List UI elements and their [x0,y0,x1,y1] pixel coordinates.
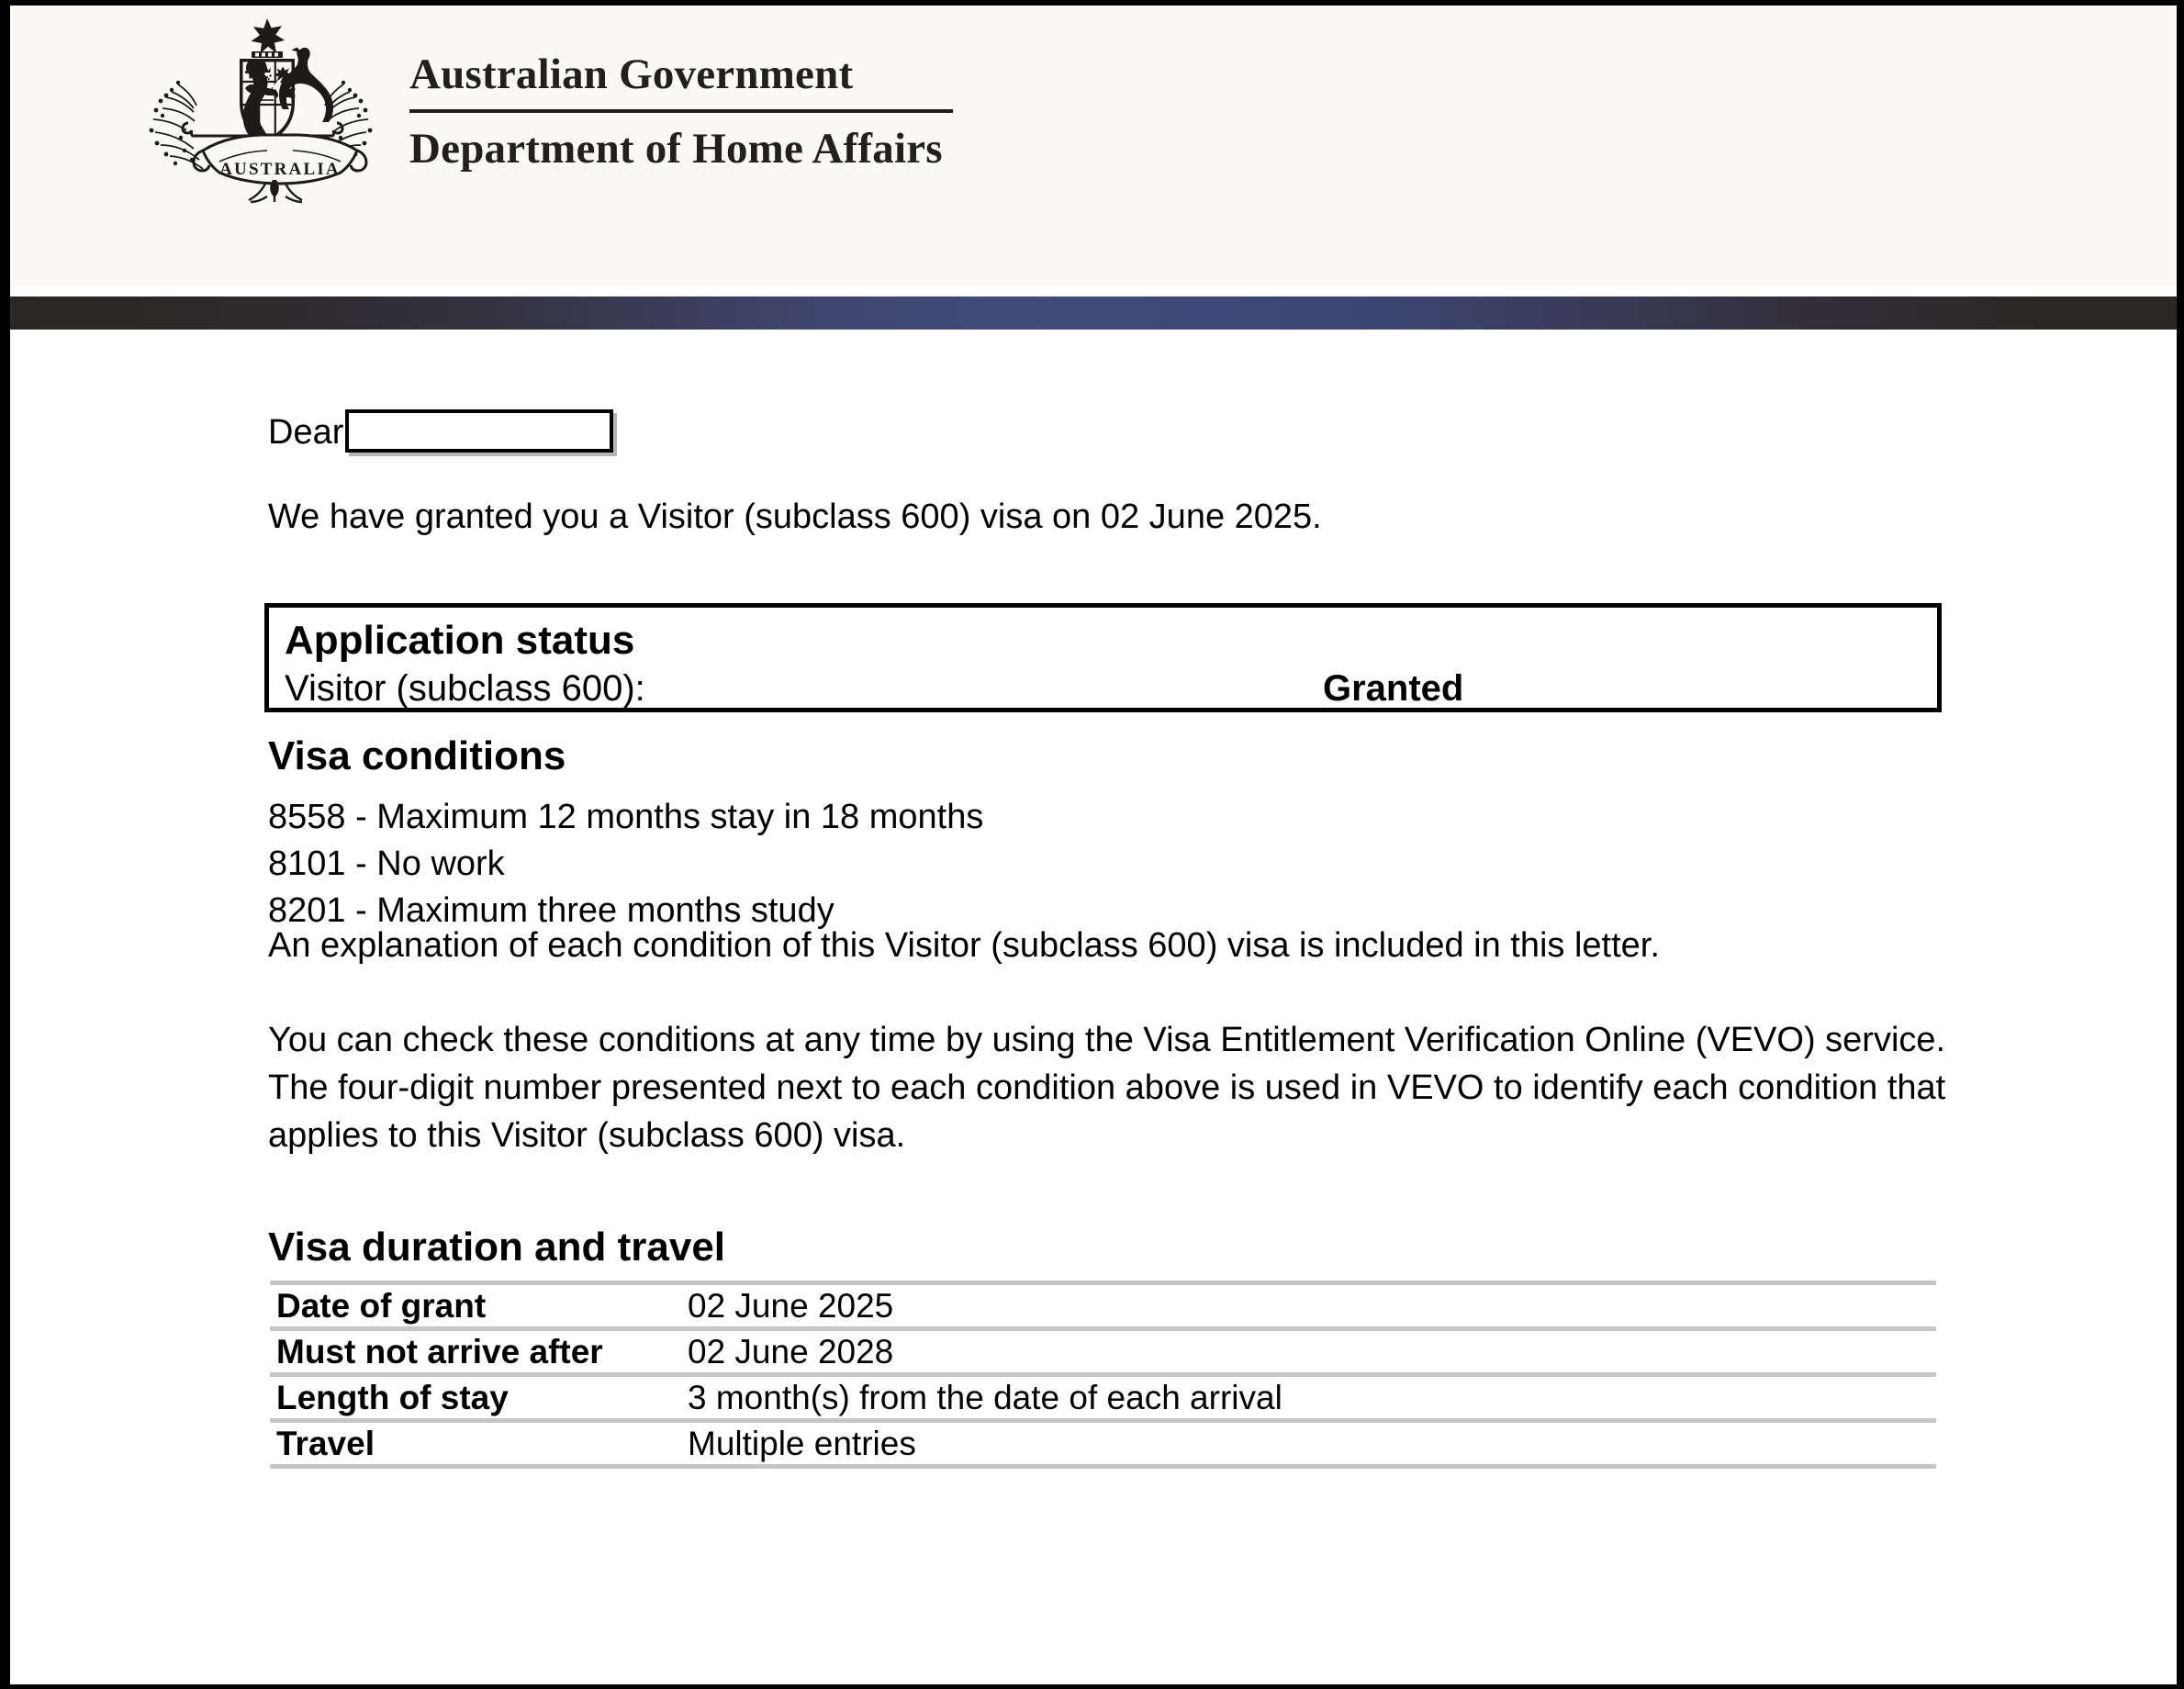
application-status-visa-label: Visitor (subclass 600): [285,668,645,709]
row-value: 3 month(s) from the date of each arrival [688,1375,1936,1421]
table-row [270,1375,1936,1421]
crest-banner-text: AUSTRALIA [219,160,341,179]
list-item: 8558 - Maximum 12 months stay in 18 months [268,798,984,836]
australian-coat-of-arms-icon [128,13,394,224]
recipient-name-redaction-box [345,409,613,453]
status-badge: Granted [1323,668,1464,709]
wordmark-line-australian-government: Australian Government [409,50,854,98]
table-row [270,1329,1936,1375]
visa-conditions-heading: Visa conditions [268,733,566,778]
application-status-heading: Application status [285,618,635,663]
wordmark-line-department-of-home-affairs: Department of Home Affairs [409,125,943,173]
list-item: 8101 - No work [268,844,505,883]
visa-duration-heading: Visa duration and travel [268,1225,726,1270]
application-status-box [264,603,1942,712]
row-label: Date of grant [270,1283,688,1329]
conditions-explanation-paragraph: An explanation of each condition of this Visitor (subclass 600) visa is included in this letter. [268,926,1660,965]
salutation-label: Dear [268,412,344,452]
salutation-row [268,411,613,453]
row-value: 02 June 2025 [688,1283,1936,1329]
row-label: Travel [270,1421,688,1467]
visa-conditions-list [268,794,983,934]
masthead [10,6,2177,285]
document-page [10,6,2177,1684]
government-wordmark [409,50,979,173]
row-label: Must not arrive after [270,1329,688,1375]
table-row [270,1283,1936,1329]
brand-gradient-bar [10,296,2177,330]
wordmark-divider [409,109,953,113]
row-value: 02 June 2028 [688,1329,1936,1375]
visa-duration-table [270,1281,1936,1469]
list-item: 8201 - Maximum three months study [268,891,834,930]
table-row [270,1421,1936,1467]
row-value: Multiple entries [688,1421,1936,1467]
row-label: Length of stay [270,1375,688,1421]
grant-sentence: We have granted you a Visitor (subclass 600) visa on 02 June 2025. [268,498,1322,536]
vevo-paragraph: You can check these conditions at any time by using the Visa Entitlement Verification Online (VEVO) service. The four-digit number presented next to each condition above is used in VEVO to identify each condition that applies to this Visitor (subclass 600) visa. [268,1021,1946,1155]
